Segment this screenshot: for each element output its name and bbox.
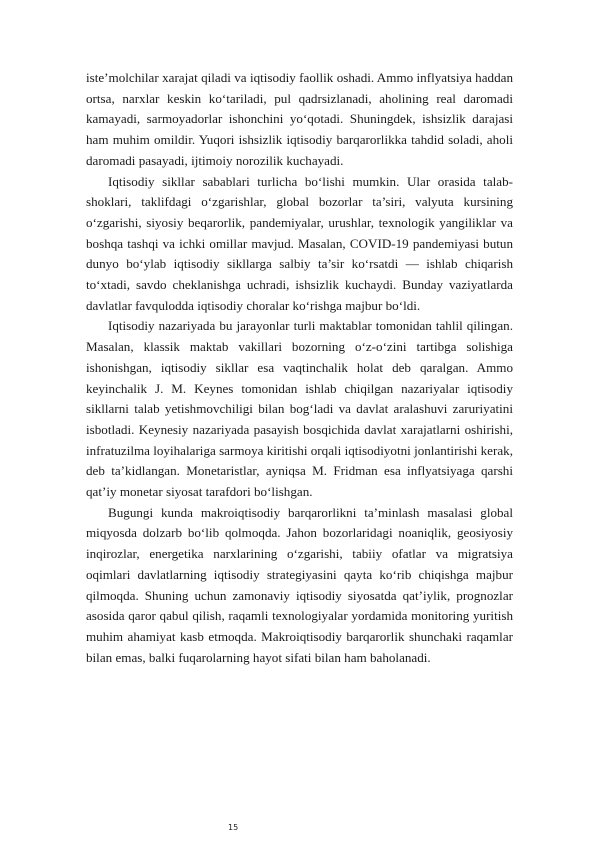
document-page (86, 68, 513, 668)
page-number: 15 (228, 823, 239, 832)
paragraph-continuation: iste’molchilar xarajat qiladi va iqtisodiy faollik oshadi. Ammo inflyatsiya haddan ortsa, narxlar keskin ko‘tariladi, pul qadrsizlanadi, aholining real daromadi kamayadi, sarmoyadorlar ishonchini yo‘qotadi. Shuningdek, ishsizlik darajasi ham muhim omildir. Yuqori ishsizlik iqtisodiy barqarorlikka tahdid soladi, aholi daromadi pasayadi, ijtimoiy norozilik kuchayadi. (86, 70, 513, 168)
paragraph-cycle-causes: Iqtisodiy sikllar sabablari turlicha bo‘lishi mumkin. Ular orasida talab-shoklari, taklifdagi o‘zgarishlar, global bozorlar ta’siri, valyuta kursining o‘zgarishi, siyosiy beqarorlik, pandemiyalar, urushlar, texnologik yangiliklar va boshqa tashqi va ichki omillar mavjud. Masalan, COVID-19 pandemiyasi butun dunyo bo‘ylab iqtisodiy sikllarga salbiy ta’sir ko‘rsatdi — ishlab chiqarish to‘xtadi, savdo cheklanishga uchradi, ishsizlik kuchaydi. Bunday vaziyatlarda davlatlar favqulodda iqtisodiy choralar ko‘rishga majbur bo‘ldi. (86, 173, 513, 313)
paragraph-economic-theory: Iqtisodiy nazariyada bu jarayonlar turli maktablar tomonidan tahlil qilingan. Masalan, klassik maktab vakillari bozorning o‘z-o‘zini tartibga solishiga ishonishgan, iqtisodiy sikllar esa vaqtinchalik holat deb qaralgan. Ammo keyinchalik J. M. Keynes tomonidan ishlab chiqilgan nazariyalar iqtisodiy sikllarni talab yetishmovchiligi bilan bog‘ladi va davlat aralashuvi zaruriyatini isbotladi. Keynesiy nazariyada pasayish bosqichida davlat xarajatlarni oshirishi, infratuzilma loyihalariga sarmoya kiritishi orqali iqtisodiyotni jonlantirishi kerak, deb ta’kidlangan. Monetaristlar, ayniqsa M. Fridman esa inflyatsiyaga qarshi qat’iy monetar siyosat tarafdori bo‘lishgan. (86, 318, 513, 500)
paragraph-macroeconomic-stability: Bugungi kunda makroiqtisodiy barqarorlikni ta’minlash masalasi global miqyosda dolzarb bo‘lib qolmoqda. Jahon bozorlaridagi noaniqlik, geosiyosiy inqirozlar, energetika narxlarining o‘zgarishi, tabiiy ofatlar va migratsiya oqimlari davlatlarning iqtisodiy strategiyasini qayta ko‘rib chiqishga majbur qilmoqda. Shuning uchun zamonaviy iqtisodiy siyosatda qat’iylik, prognozlar asosida qaror qabul qilish, raqamli texnologiyalar yordamida monitoring yuritish muhim ahamiyat kasb etmoqda. Makroiqtisodiy barqarorlik shunchaki raqamlar bilan emas, balki fuqarolarning hayot sifati bilan ham baholanadi. (86, 504, 513, 665)
